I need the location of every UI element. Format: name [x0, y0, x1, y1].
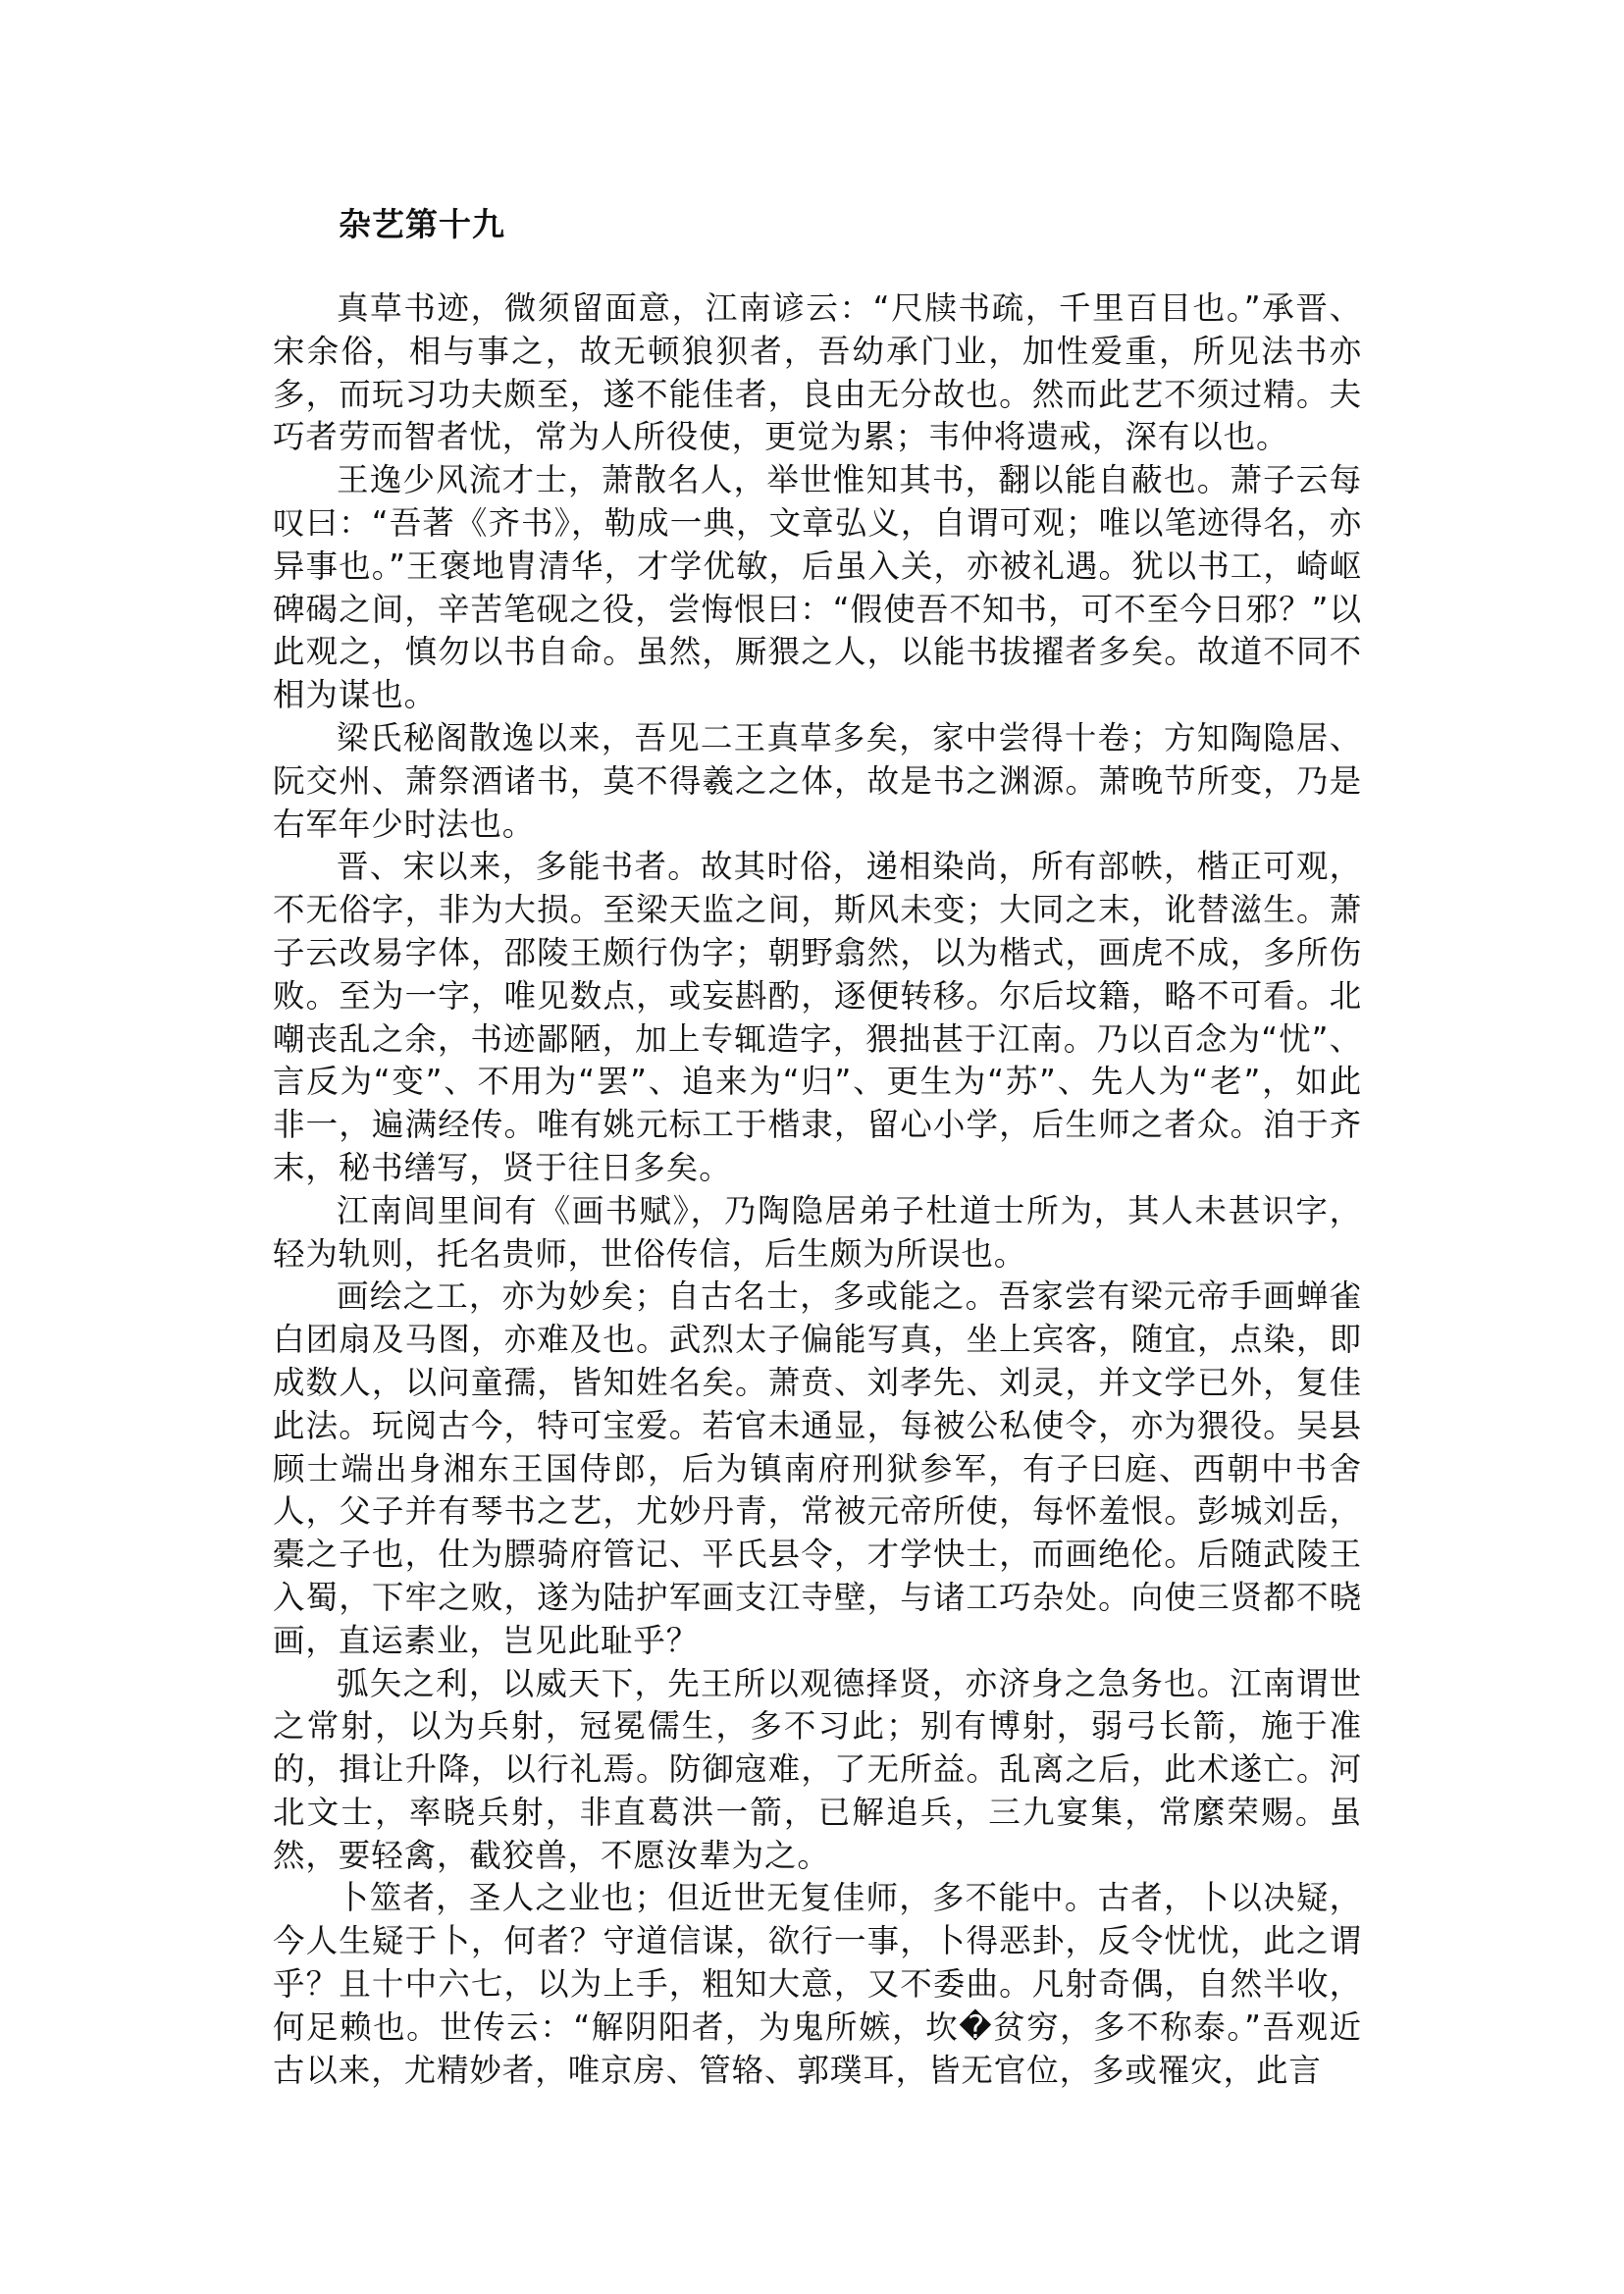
paragraph-7: 弧矢之利，以威天下，先王所以观德择贤，亦济身之急务也。江南谓世之常射，以为兵射，冠冕儒生，多不习此；别有博射，弱弓长箭，施于准的，揖让升降，以行礼焉。防御寇难，了无所益。乱离之后，此术遂亡。河北文士，率晓兵射，非直葛洪一箭，已解追兵，三九宴集，常縻荣赐。虽然，要轻禽，截狡兽，不愿汝辈为之。 [273, 1664, 1362, 1874]
paragraph-6: 画绘之工，亦为妙矣；自古名士，多或能之。吾家尝有梁元帝手画蝉雀白团扇及马图，亦难及也。武烈太子偏能写真，坐上宾客，随宜，点染，即成数人，以问童孺，皆知姓名矣。萧贲、刘孝先、刘灵，并文学已外，复佳此法。玩阅古今，特可宝爱。若官未通显，每被公私使令，亦为猥役。吴县顾士端出身湘东王国侍郎，后为镇南府刑狱参军，有子曰庭、西朝中书舍人，父子并有琴书之艺，尤妙丹青，常被元帝所使，每怀羞恨。彭城刘岳，橐之子也，仕为膘骑府管记、平氏县令，才学快士，而画绝伦。后随武陵王入蜀，下牢之败，遂为陆护军画支江寺壁，与诸工巧杂处。向使三贤都不晓画，直运素业，岂见此耻乎？ [273, 1277, 1362, 1659]
paragraph-2: 王逸少风流才士，萧散名人，举世惟知其书，翻以能自蔽也。萧子云每叹曰：“吾著《齐书》，勒成一典，文章弘义，自谓可观；唯以笔迹得名，亦异事也。”王褒地胄清华，才学优敏，后虽入关，亦被礼遇。犹以书工，崎岖碑碣之间，辛苦笔砚之役，尝悔恨曰：“假使吾不知书，可不至今日邪？”以此观之，慎勿以书自命。虽然，厮猥之人，以能书拔擢者多矣。故道不同不相为谋也。 [273, 461, 1362, 714]
paragraph-3: 梁氏秘阁散逸以来，吾见二王真草多矣，家中尝得十卷；方知陶隐居、阮交州、萧祭酒诸书，莫不得羲之之体，故是书之渊源。萧晚节所变，乃是右军年少时法也。 [273, 718, 1362, 843]
paragraph-5: 江南闾里间有《画书赋》，乃陶隐居弟子杜道士所为，其人未甚识字，轻为轨则，托名贵师，世俗传信，后生颇为所误也。 [273, 1191, 1362, 1273]
paragraph-8: 卜筮者，圣人之业也；但近世无复佳师，多不能中。古者，卜以决疑，今人生疑于卜，何者？守道信谋，欲行一事，卜得恶卦，反令忧忧，此之谓乎？且十中六七，以为上手，粗知大意，又不委曲。凡射奇偶，自然半收，何足赖也。世传云：“解阴阳者，为鬼所嫉，坎�贫穷，多不称泰。”吾观近古以来，尤精妙者，唯京房、管辂、郭璞耳，皆无官位，多或罹灾，此言 [273, 1879, 1362, 2089]
paragraph-4: 晋、宋以来，多能书者。故其时俗，递相染尚，所有部帙，楷正可观，不无俗字，非为大损。至梁天监之间，斯风未变；大同之末，讹替滋生。萧子云改易字体，邵陵王颇行伪字；朝野翕然，以为楷式，画虎不成，多所伤败。至为一字，唯见数点，或妄斟酌，逐便转移。尔后坟籍，略不可看。北嘲丧乱之余，书迹鄙陋，加上专辄造字，猥拙甚于江南。乃以百念为“忧”、言反为“变”、不用为“罢”、追来为“归”、更生为“苏”、先人为“老”，如此非一，遍满经传。唯有姚元标工于楷隶，留心小学，后生师之者众。洎于齐末，秘书缮写，贤于往日多矣。 [273, 848, 1362, 1186]
chapter-body [273, 287, 1362, 2092]
paragraph-1: 真草书迹，微须留面意，江南谚云：“尺牍书疏，千里百目也。”承晋、宋余俗，相与事之，故无顿狼狈者，吾幼承门业，加性爱重，所见法书亦多，而玩习功夫颇至，遂不能佳者，良由无分故也。然而此艺不须过精。夫巧者劳而智者忧，常为人所役使，更觉为累；韦仲将遗戒，深有以也。 [273, 289, 1362, 456]
chapter-title: 杂艺第十九 [339, 205, 505, 243]
